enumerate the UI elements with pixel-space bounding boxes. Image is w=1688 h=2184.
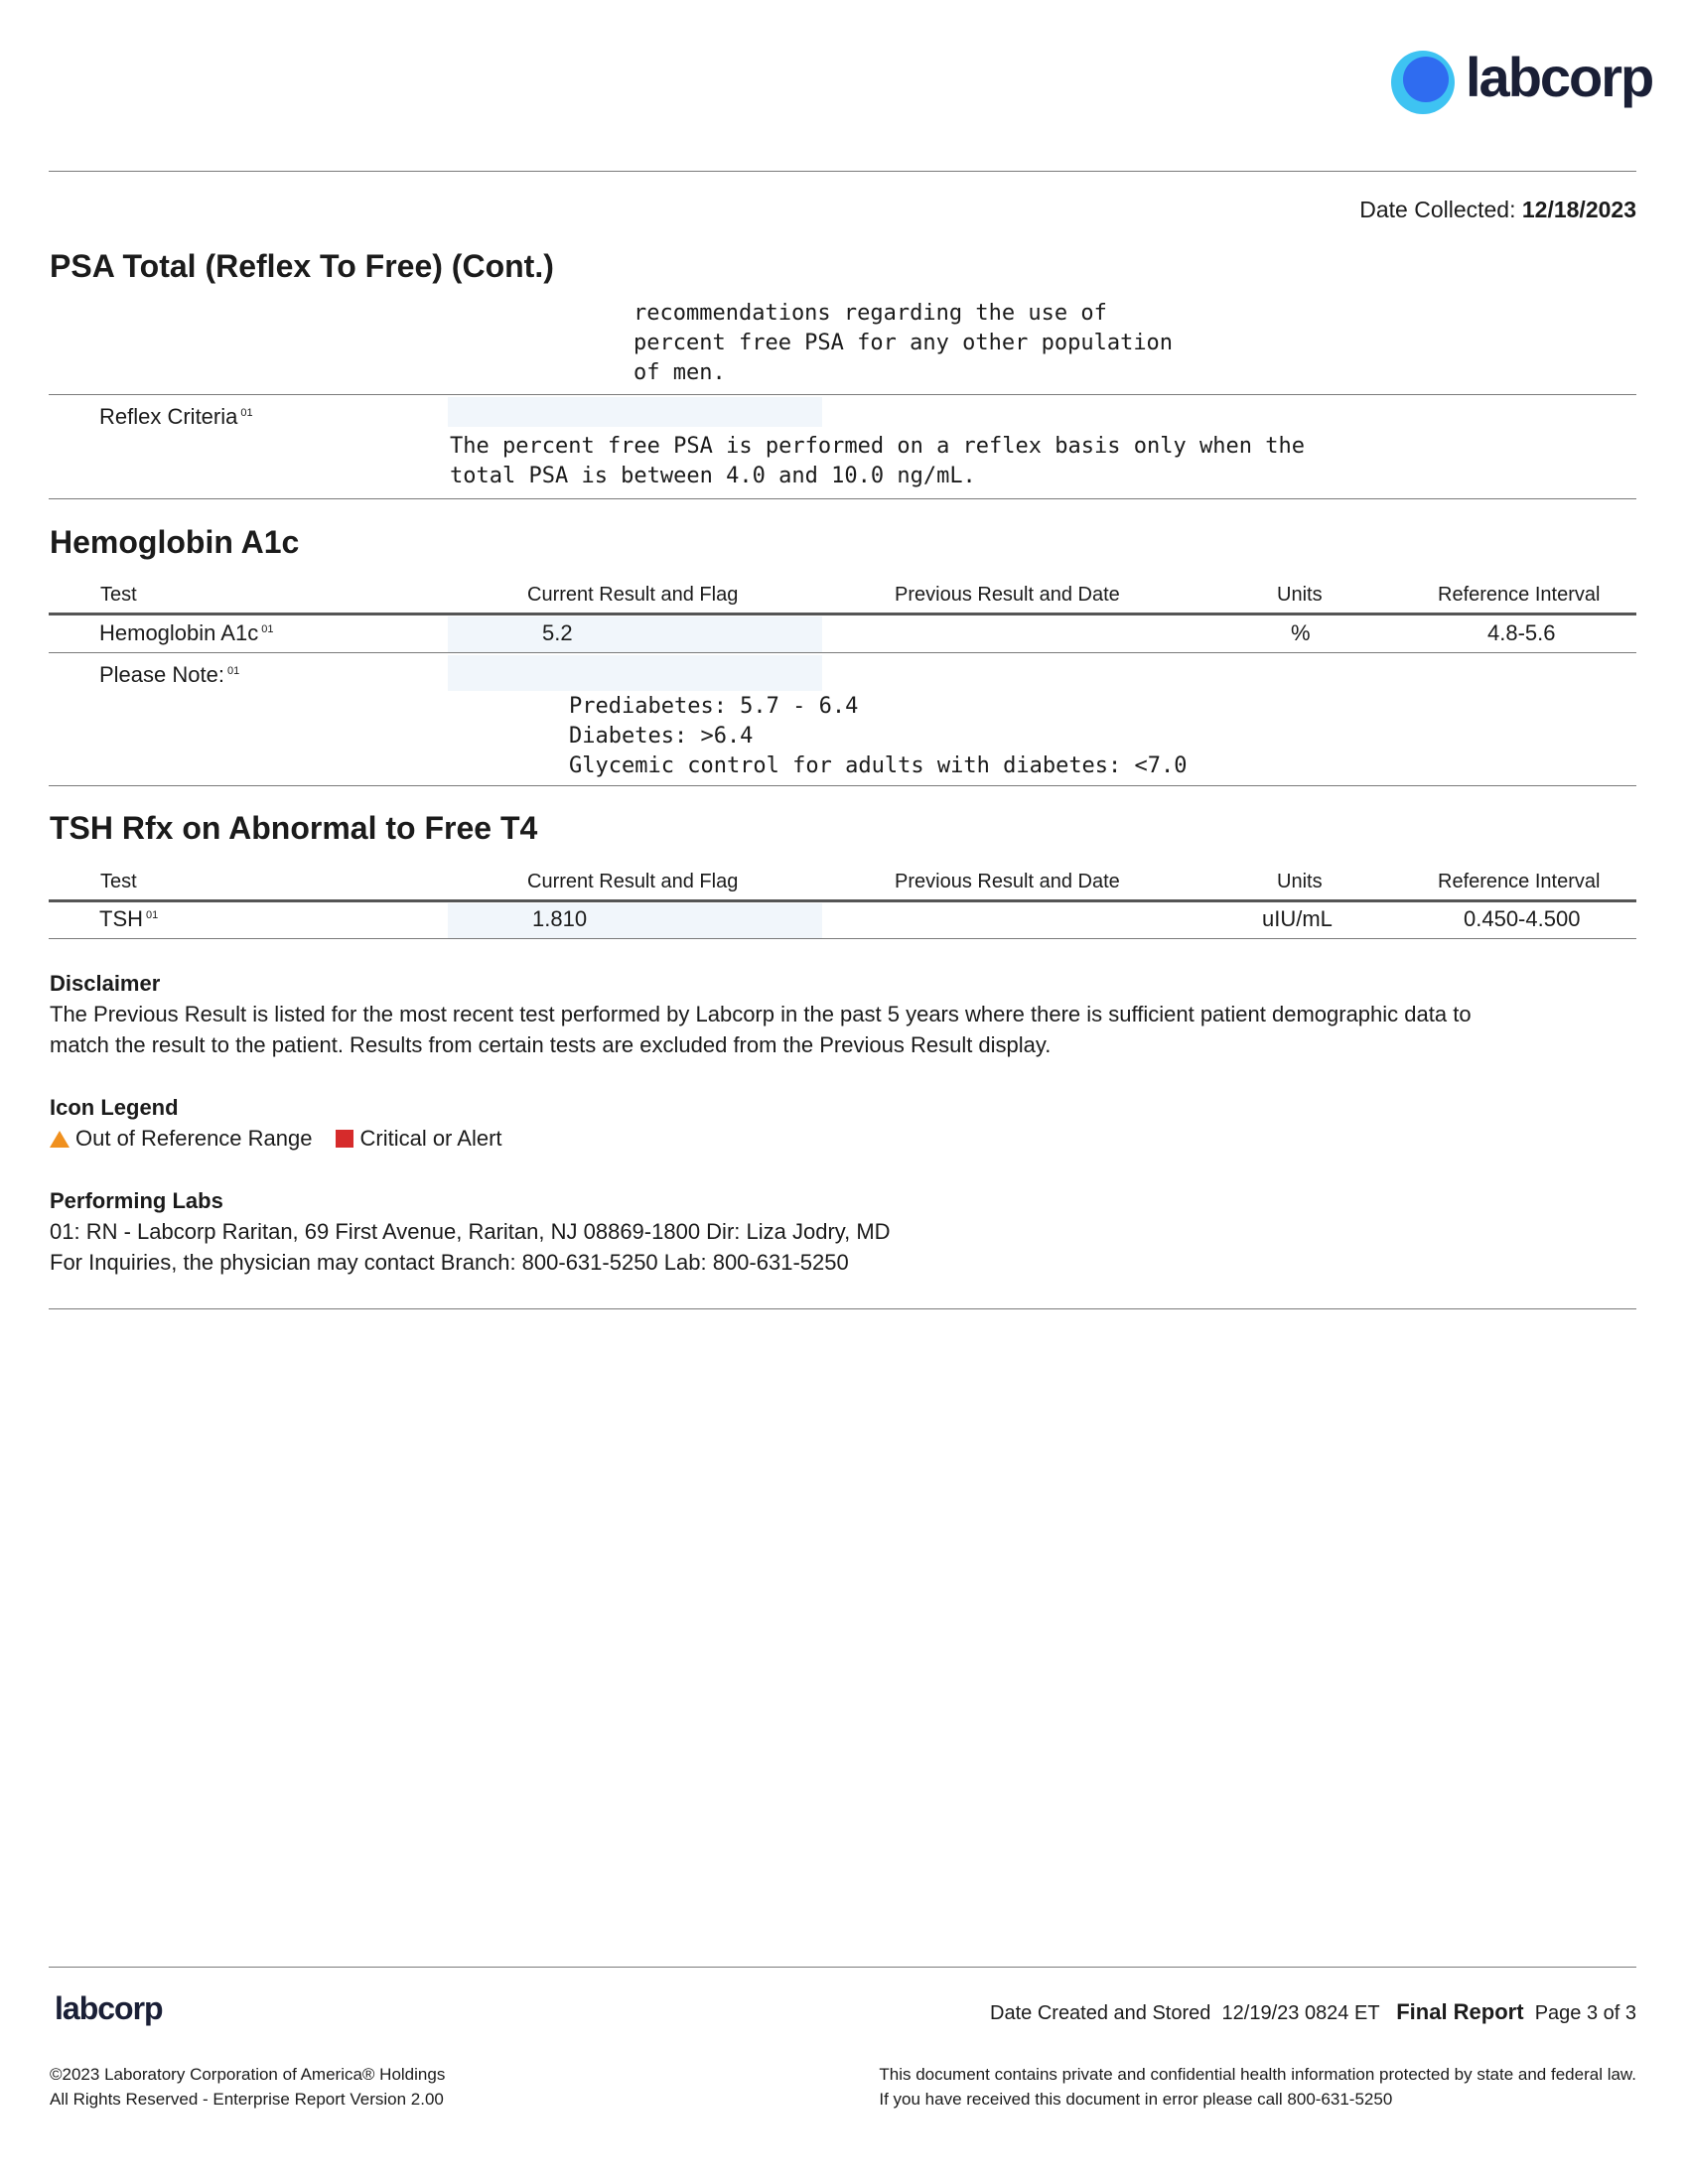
result-column-highlight bbox=[448, 397, 822, 427]
a1c-header-rule bbox=[49, 613, 1636, 615]
tsh-row-label: TSH $^{01}$ bbox=[99, 906, 159, 931]
date-collected-label: Date Collected: bbox=[1359, 197, 1516, 222]
footer-page-info: Page 3 of 3 bbox=[1534, 2002, 1636, 2024]
a1c-divider bbox=[49, 785, 1636, 786]
footer-privacy: This document contains private and confidential health information protected by state and federal law. If you have received this document in error please call 800-631-5250 bbox=[879, 2065, 1636, 2109]
a1c-col-current: Current Result and Flag bbox=[527, 584, 739, 606]
psa-continued-text: recommendations regarding the use of percent free PSA for any other population of men. bbox=[633, 301, 1174, 385]
disclaimer-text: The Previous Result is listed for the most recent test performed by Labcorp in the past 5 years where there is sufficient patient demographic data to match the result to the patient. Results from certain tests are excluded from the Previous Result display. bbox=[50, 1002, 1472, 1057]
a1c-note-label: Please Note: $^{01}$ bbox=[99, 662, 240, 687]
a1c-col-test: Test bbox=[100, 584, 137, 606]
header-logo bbox=[1390, 46, 1653, 119]
tsh-col-test: Test bbox=[100, 871, 137, 892]
labcorp-logo-icon bbox=[1390, 50, 1456, 115]
a1c-row-divider bbox=[49, 652, 1636, 653]
header-divider bbox=[49, 171, 1636, 172]
legend-critical: Critical or Alert bbox=[359, 1126, 502, 1151]
footer-divider bbox=[49, 1967, 1636, 1968]
footer-report-status: Final Report bbox=[1396, 1999, 1524, 2024]
result-column-highlight bbox=[448, 616, 822, 652]
icon-legend-heading: Icon Legend bbox=[50, 1095, 179, 1120]
a1c-section-title: Hemoglobin A1c bbox=[50, 524, 300, 560]
warning-triangle-icon bbox=[50, 1131, 70, 1148]
result-column-highlight bbox=[448, 655, 822, 691]
date-collected bbox=[1359, 197, 1636, 223]
a1c-col-reference: Reference Interval bbox=[1438, 584, 1601, 606]
footer-copyright: ©2023 Laboratory Corporation of America® Holdings All Rights Reserved - Enterprise Report Version 2.00 bbox=[50, 2065, 446, 2109]
content-end-divider bbox=[49, 1308, 1636, 1309]
psa-divider bbox=[49, 394, 1636, 395]
tsh-result: 1.810 bbox=[532, 906, 588, 931]
footer-logo: labcorp bbox=[55, 1990, 163, 2026]
logo-wordmark: labcorp bbox=[1466, 46, 1653, 108]
a1c-units: % bbox=[1291, 620, 1311, 645]
tsh-divider bbox=[49, 938, 1636, 939]
tsh-reference: 0.450-4.500 bbox=[1464, 906, 1581, 931]
tsh-col-current: Current Result and Flag bbox=[527, 871, 739, 892]
a1c-row-label: Hemoglobin A1c $^{01}$ bbox=[99, 620, 274, 645]
a1c-col-previous: Previous Result and Date bbox=[895, 584, 1120, 606]
result-column-highlight bbox=[448, 903, 822, 939]
reflex-divider bbox=[49, 498, 1636, 499]
footer-created-value: 12/19/23 0824 ET bbox=[1221, 2002, 1380, 2024]
footer-created-label: Date Created and Stored bbox=[990, 2002, 1211, 2024]
tsh-header-rule bbox=[49, 899, 1636, 902]
reflex-criteria-text: The percent free PSA is performed on a reflex basis only when the total PSA is between 4.0 and 10.0 ng/mL. bbox=[450, 434, 1305, 488]
a1c-col-units: Units bbox=[1277, 584, 1323, 606]
tsh-col-units: Units bbox=[1277, 871, 1323, 892]
tsh-section-title: TSH Rfx on Abnormal to Free T4 bbox=[50, 810, 538, 846]
icon-legend bbox=[50, 1126, 502, 1152]
a1c-result: 5.2 bbox=[542, 620, 573, 645]
performing-labs-text: 01: RN - Labcorp Raritan, 69 First Avenue, Raritan, NJ 08869-1800 Dir: Liza Jodry, MD For Inquiries, the physician may contact Branch: 800-631-5250 Lab: 800-631-5250 bbox=[50, 1219, 891, 1275]
tsh-col-previous: Previous Result and Date bbox=[895, 871, 1120, 892]
performing-labs-heading: Performing Labs bbox=[50, 1188, 223, 1213]
reflex-criteria-label: Reflex Criteria $^{01}$ bbox=[99, 404, 253, 429]
tsh-col-reference: Reference Interval bbox=[1438, 871, 1601, 892]
tsh-units: uIU/mL bbox=[1262, 906, 1333, 931]
a1c-reference: 4.8-5.6 bbox=[1487, 620, 1556, 645]
a1c-note-text: Prediabetes: 5.7 - 6.4 Diabetes: >6.4 Glycemic control for adults with diabetes: <7.0 bbox=[569, 694, 1188, 778]
psa-section-title: PSA Total (Reflex To Free) (Cont.) bbox=[50, 248, 554, 284]
footer-report-info bbox=[990, 1999, 1636, 2025]
date-collected-value: 12/18/2023 bbox=[1521, 197, 1636, 222]
legend-out-of-range: Out of Reference Range bbox=[75, 1126, 313, 1151]
disclaimer-heading: Disclaimer bbox=[50, 971, 161, 996]
critical-square-icon bbox=[336, 1130, 353, 1148]
